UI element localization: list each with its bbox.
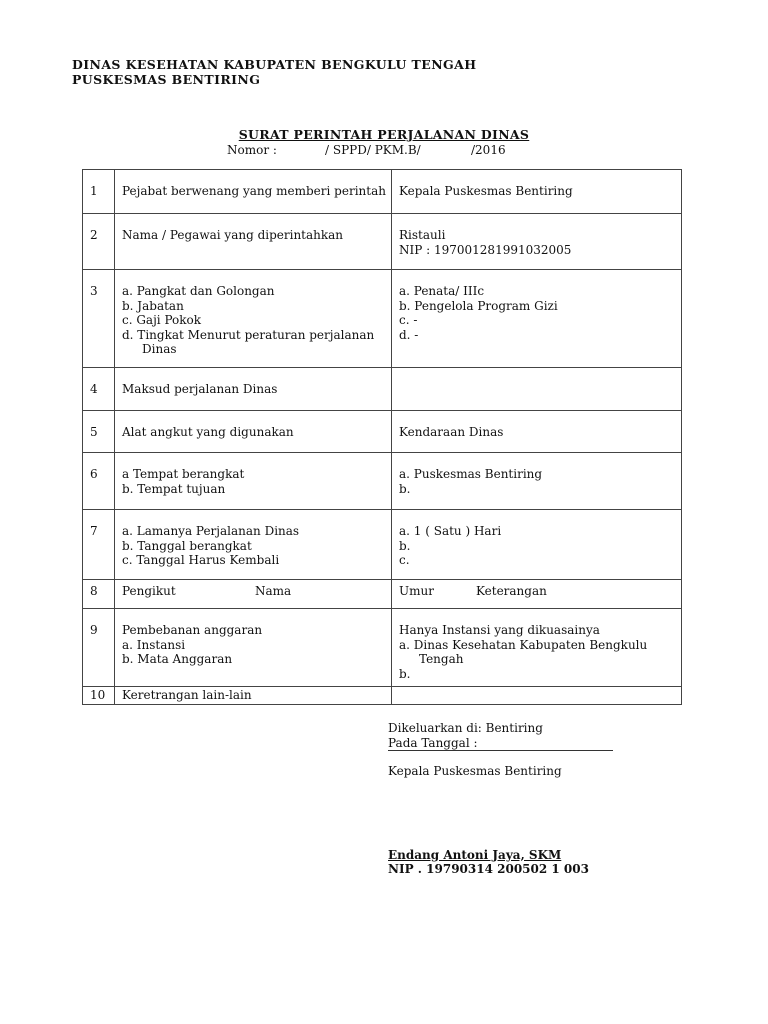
- sub-value: a. Penata/ IIIc: [399, 284, 485, 298]
- sub-value: Hanya Instansi yang dikuasainya: [399, 623, 600, 637]
- sub-label: a. Pangkat dan Golongan: [122, 284, 275, 298]
- keterangan-label: Keterangan: [476, 584, 547, 598]
- sub-value: a. Dinas Kesehatan Kabupaten Bengkulu: [399, 637, 648, 652]
- signer-name: Endang Antoni Jaya, SKM: [388, 847, 562, 862]
- nomor-label: Nomor :: [227, 143, 277, 157]
- row-label: Keretrangan lain-lain: [122, 688, 252, 702]
- table-row: [83, 453, 682, 510]
- sub-label: Dinas: [142, 342, 177, 356]
- row-value: Kendaraan Dinas: [399, 425, 504, 439]
- signature-block: [388, 721, 618, 877]
- row-label: Maksud perjalanan Dinas: [122, 382, 278, 396]
- row-value: [399, 270, 681, 342]
- row-number: 8: [90, 584, 98, 598]
- employee-nip: NIP : 197001281991032005: [399, 242, 572, 257]
- row-label: [122, 270, 391, 357]
- sub-value: d. -: [399, 327, 419, 342]
- sub-value: c.: [399, 553, 410, 567]
- row-value: [399, 214, 681, 257]
- sub-label: b. Mata Anggaran: [122, 652, 233, 666]
- sub-label: c. Tanggal Harus Kembali: [122, 553, 280, 567]
- sub-value: a. Puskesmas Bentiring: [399, 467, 543, 481]
- nomor-code: / SPPD/ PKM.B/: [325, 143, 421, 157]
- row-number: 4: [90, 382, 98, 396]
- row-label: [122, 609, 391, 667]
- umur-label: Umur: [399, 584, 434, 598]
- row-label: Pejabat berwenang yang memberi perintah: [122, 184, 386, 198]
- row-number: 6: [90, 467, 98, 481]
- sub-label: Pembebanan anggaran: [122, 623, 263, 637]
- row-number: 7: [90, 524, 98, 538]
- table-row: [83, 214, 682, 270]
- row-value: [399, 510, 681, 568]
- row-number: 10: [90, 688, 106, 702]
- pengikut-label: Pengikut: [122, 584, 176, 598]
- row-number: 1: [90, 184, 98, 198]
- row-value: [399, 687, 681, 688]
- sub-value: b.: [399, 481, 411, 496]
- row-label: [122, 580, 391, 600]
- employee-name: Ristauli: [399, 228, 446, 242]
- sub-label: c. Gaji Pokok: [122, 313, 202, 327]
- title-block: [0, 127, 768, 159]
- row-value: [399, 368, 681, 382]
- row-label: Alat angkut yang digunakan: [122, 425, 294, 439]
- sub-label: a. Lamanya Perjalanan Dinas: [122, 524, 300, 538]
- issued-place: Dikeluarkan di: Bentiring: [388, 721, 543, 735]
- table-row: [83, 170, 682, 214]
- row-value: [399, 580, 681, 600]
- sub-value: a. 1 ( Satu ) Hari: [399, 524, 502, 538]
- row-label: [122, 453, 391, 496]
- sub-label: a Tempat berangkat: [122, 467, 245, 481]
- issue-date: Pada Tanggal :: [388, 736, 613, 752]
- sub-label: b. Tempat tujuan: [122, 481, 226, 496]
- table-row: [83, 368, 682, 411]
- sub-value: Tengah: [419, 652, 464, 666]
- row-number: 9: [90, 623, 98, 637]
- nama-label: Nama: [255, 584, 292, 598]
- row-value: [399, 609, 681, 681]
- sub-value: c. -: [399, 313, 418, 327]
- document-title: SURAT PERINTAH PERJALANAN DINAS: [238, 127, 530, 142]
- sub-label: b. Jabatan: [122, 298, 184, 313]
- table-row: [83, 609, 682, 687]
- sub-value: b.: [399, 538, 411, 553]
- row-number: 2: [90, 228, 98, 242]
- table-row: [83, 687, 682, 705]
- nomor-year: /2016: [471, 143, 506, 157]
- table-row: [83, 270, 682, 368]
- signer-nip: NIP . 19790314 200502 1 003: [388, 862, 589, 876]
- agency-name: DINAS KESEHATAN KABUPATEN BENGKULU TENGAH: [72, 57, 477, 72]
- row-number: 5: [90, 425, 98, 439]
- sub-value: b. Pengelola Program Gizi: [399, 298, 558, 313]
- row-label: Nama / Pegawai yang diperintahkan: [122, 228, 344, 242]
- table-row: [83, 580, 682, 609]
- row-label: [122, 510, 391, 568]
- sub-label: b. Tanggal berangkat: [122, 538, 252, 553]
- sub-label: d. Tingkat Menurut peraturan perjalanan: [122, 327, 375, 342]
- row-value: Kepala Puskesmas Bentiring: [399, 184, 573, 198]
- table-row: [83, 510, 682, 580]
- sppd-form-table: [82, 169, 682, 705]
- row-value: [399, 453, 681, 496]
- facility-name: PUSKESMAS BENTIRING: [72, 72, 261, 87]
- signer-position: Kepala Puskesmas Bentiring: [388, 764, 562, 778]
- sub-value: b.: [399, 666, 411, 681]
- row-number: 3: [90, 284, 98, 298]
- sub-label: a. Instansi: [122, 637, 186, 652]
- document-number: [0, 143, 768, 159]
- table-row: [83, 411, 682, 453]
